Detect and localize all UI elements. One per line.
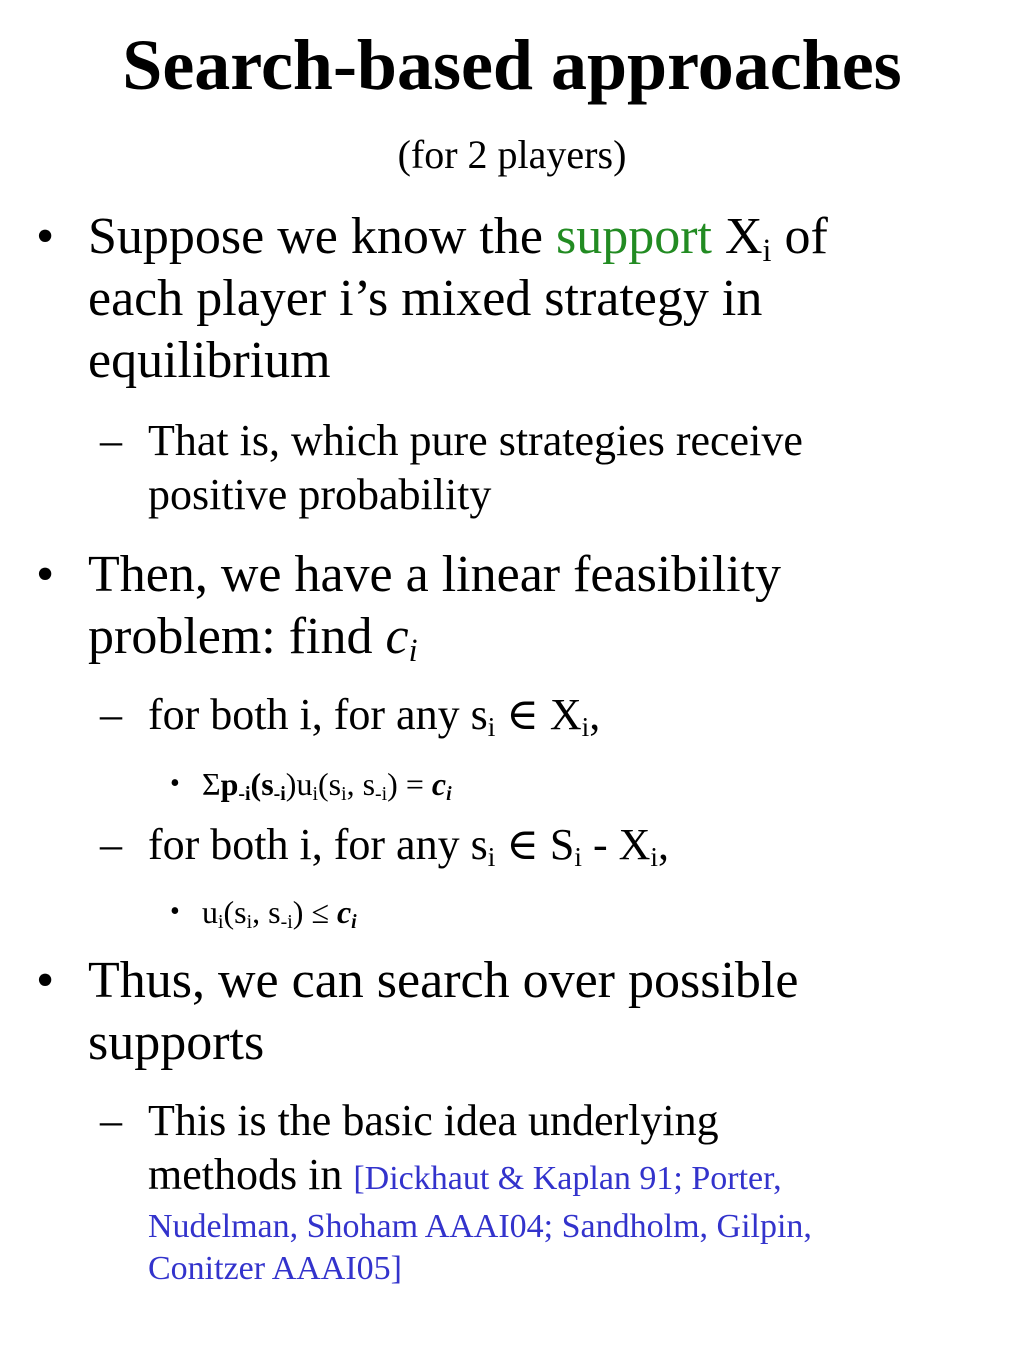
- dash-mark: –: [100, 1096, 122, 1145]
- bullet-support-line1: Suppose we know the support $X_i$ of: [88, 208, 828, 269]
- slide-title: Search-based approaches: [122, 25, 902, 105]
- bullet-mark: •: [170, 768, 180, 799]
- bullet-support: [36, 206, 1004, 396]
- bullet-support-line2: each player i’s mixed strategy in: [88, 270, 763, 327]
- bullet-mark: •: [36, 546, 55, 603]
- support-highlight: support: [555, 208, 712, 265]
- dash-mark: –: [100, 690, 122, 739]
- equation-equality: • $\Sigma p_{-i}(s_{-i})u_i(s_i$, $s_{-i}) = c_i$: [170, 766, 452, 805]
- citation-text: Nudelman, Shoham AAAI04; Sandholm, Gilpin,: [148, 1208, 812, 1245]
- bullet-support-line3: equilibrium: [88, 332, 331, 389]
- slide-subtitle: (for 2 players): [397, 132, 627, 177]
- subbullet-other-strategies: – for both i, for any $s_i$ ∈ $S_i - X_i$,: [100, 820, 669, 872]
- dash-mark: –: [100, 820, 122, 869]
- subbullet-references: – This is the basic idea underlying methods in [Dickhaut & Kaplan 91; Porter, Nudelman, Shoham AAAI04; Sandholm, Gilpin, Conitzer AAAI05]: [40, 1094, 1004, 1294]
- bullet-mark: •: [36, 952, 55, 1009]
- bullet-search-supports: • Thus, we can search over possible supports: [36, 952, 799, 1071]
- citation-text: [Dickhaut & Kaplan 91; Porter,: [353, 1160, 782, 1197]
- bullet-support-text: [88, 206, 1004, 392]
- equation-inequality: • $u_i(s_i$, $s_{-i}) \le c_i$: [170, 894, 357, 933]
- bullet-mark: •: [170, 896, 180, 927]
- bullet-feasibility: • Then, we have a linear feasibility problem: find $c_i$: [36, 546, 782, 669]
- subbullet-pure-strategies: – That is, which pure strategies receive positive probability: [100, 416, 803, 519]
- subbullet-support-strategies: – for both i, for any $s_i$ ∈ $X_i$,: [100, 690, 601, 742]
- citation-text: Conitzer AAAI05]: [148, 1250, 403, 1287]
- dash-mark: –: [100, 416, 122, 465]
- bullet-mark: •: [36, 208, 55, 265]
